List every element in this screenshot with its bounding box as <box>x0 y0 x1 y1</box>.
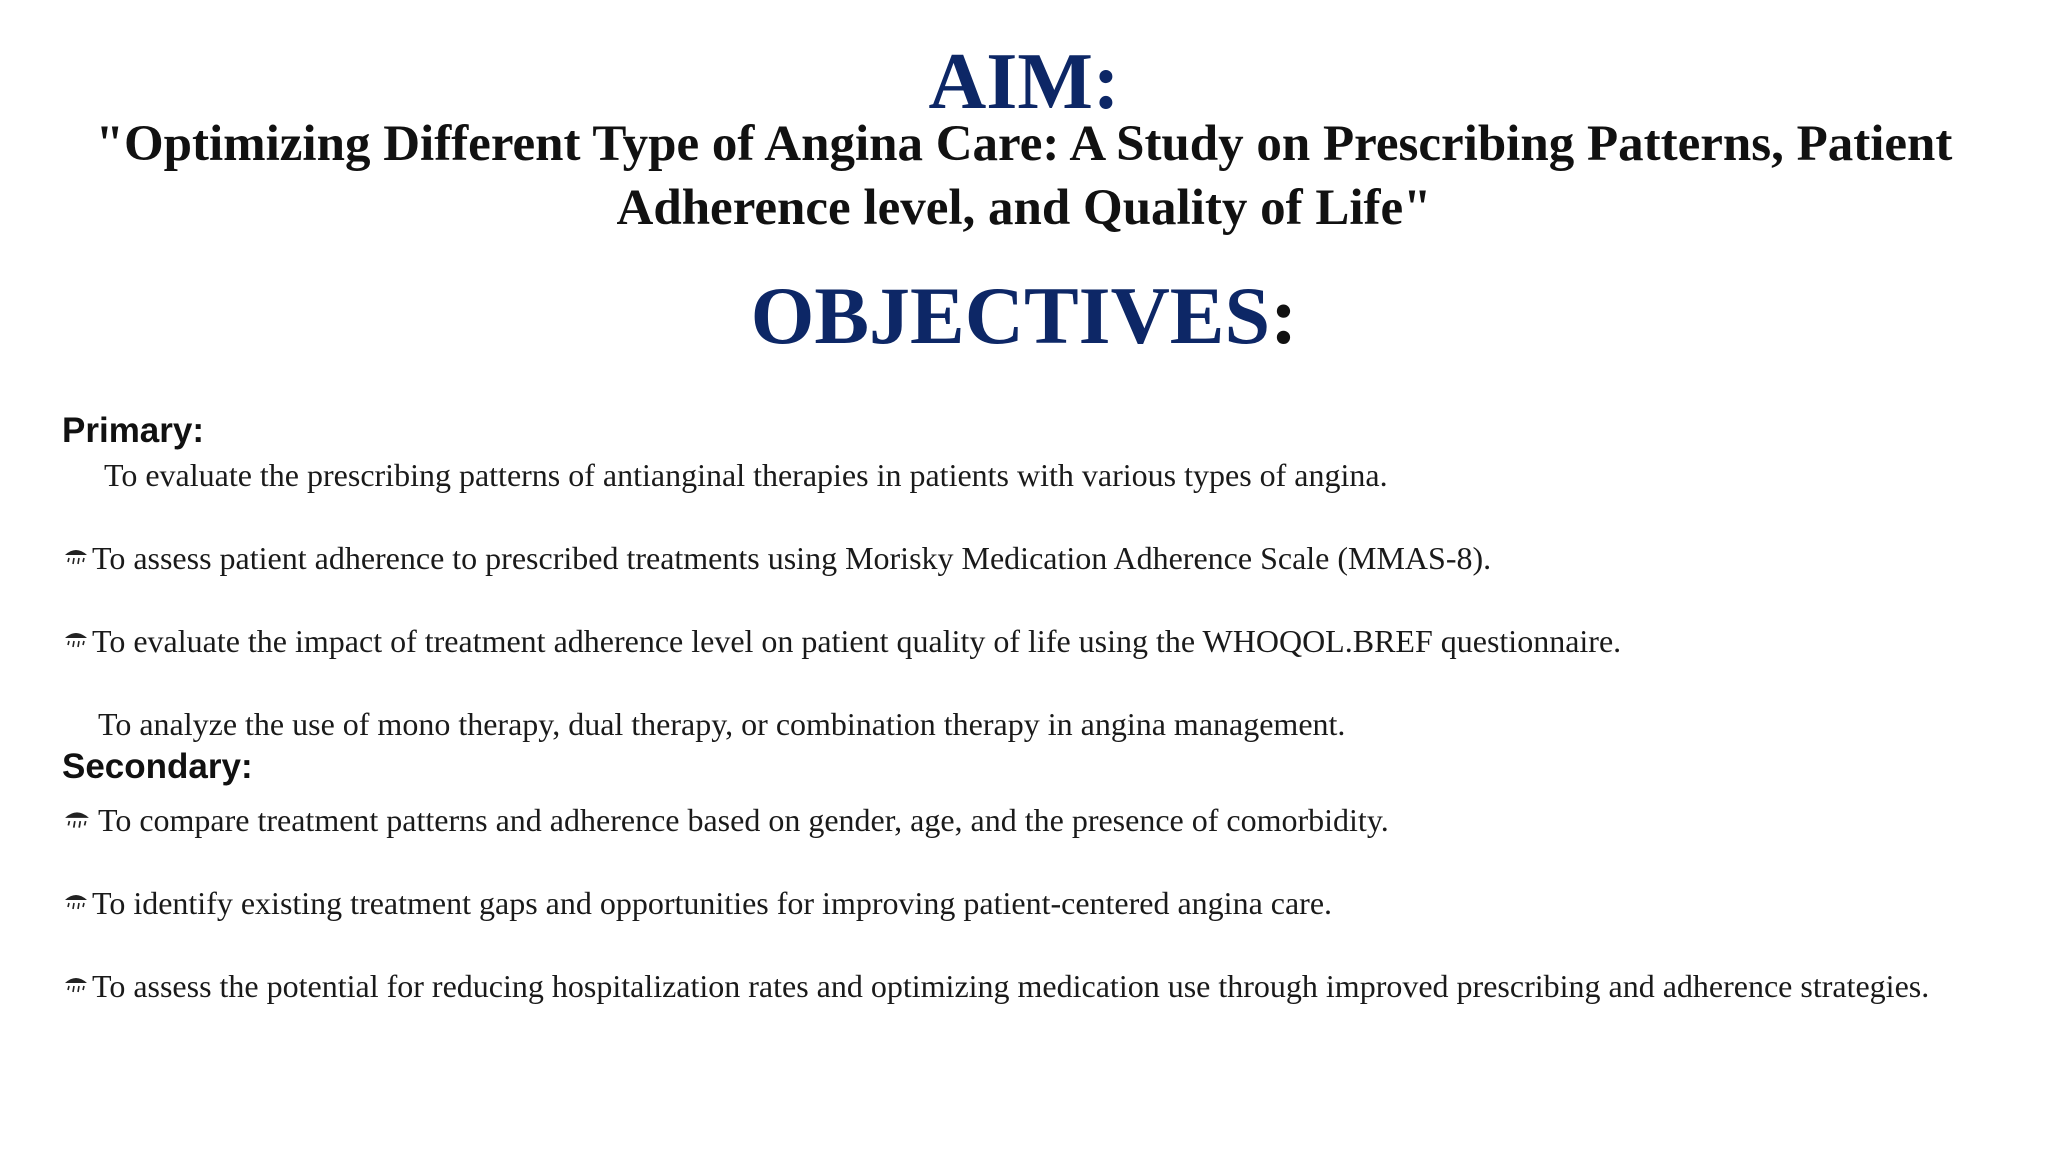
umbrella-rain-icon <box>62 800 98 840</box>
primary-objective-1 <box>62 455 1962 495</box>
primary-objective-4 <box>62 704 1962 744</box>
primary-objective-4-text: To analyze the use of mono therapy, dual therapy, or combination therapy in angina management. <box>98 706 1346 742</box>
objectives-heading-colon: : <box>1270 270 1298 361</box>
umbrella-rain-icon <box>62 966 92 1006</box>
primary-objective-2-text: To assess patient adherence to prescribed treatments using Morisky Medication Adherence Scale (MMAS-8). <box>92 540 1492 576</box>
secondary-objective-2 <box>62 883 1962 923</box>
primary-label: Primary: <box>62 411 205 450</box>
primary-objective-1-text: To evaluate the prescribing patterns of antianginal therapies in patients with various types of angina. <box>104 457 1388 493</box>
aim-heading: AIM: <box>928 38 1120 126</box>
secondary-label: Secondary: <box>62 747 253 786</box>
secondary-objective-1 <box>62 800 1962 840</box>
secondary-objective-1-text: To compare treatment patterns and adherence based on gender, age, and the presence of comorbidity. <box>98 802 1389 838</box>
objectives-heading <box>0 268 2048 364</box>
umbrella-rain-icon <box>62 883 92 923</box>
umbrella-rain-icon <box>62 621 92 661</box>
primary-objective-2 <box>62 538 1962 578</box>
secondary-objective-2-text: To identify existing treatment gaps and opportunities for improving patient-centered angina care. <box>92 885 1333 921</box>
umbrella-rain-icon <box>62 538 92 578</box>
aim-title: "Optimizing Different Type of Angina Care: A Study on Prescribing Patterns, Patient Adherence level, and Quality of Life" <box>95 116 1953 236</box>
primary-objective-3-text: To evaluate the impact of treatment adherence level on patient quality of life using the WHOQOL.BREF questionnaire. <box>92 623 1622 659</box>
secondary-objective-3 <box>62 966 1942 1006</box>
secondary-objective-3-text: To assess the potential for reducing hospitalization rates and optimizing medication use through improved prescribing and adherence strategies. <box>92 968 1930 1004</box>
primary-objective-3 <box>62 621 1962 661</box>
objectives-heading-text: OBJECTIVES <box>750 270 1271 361</box>
